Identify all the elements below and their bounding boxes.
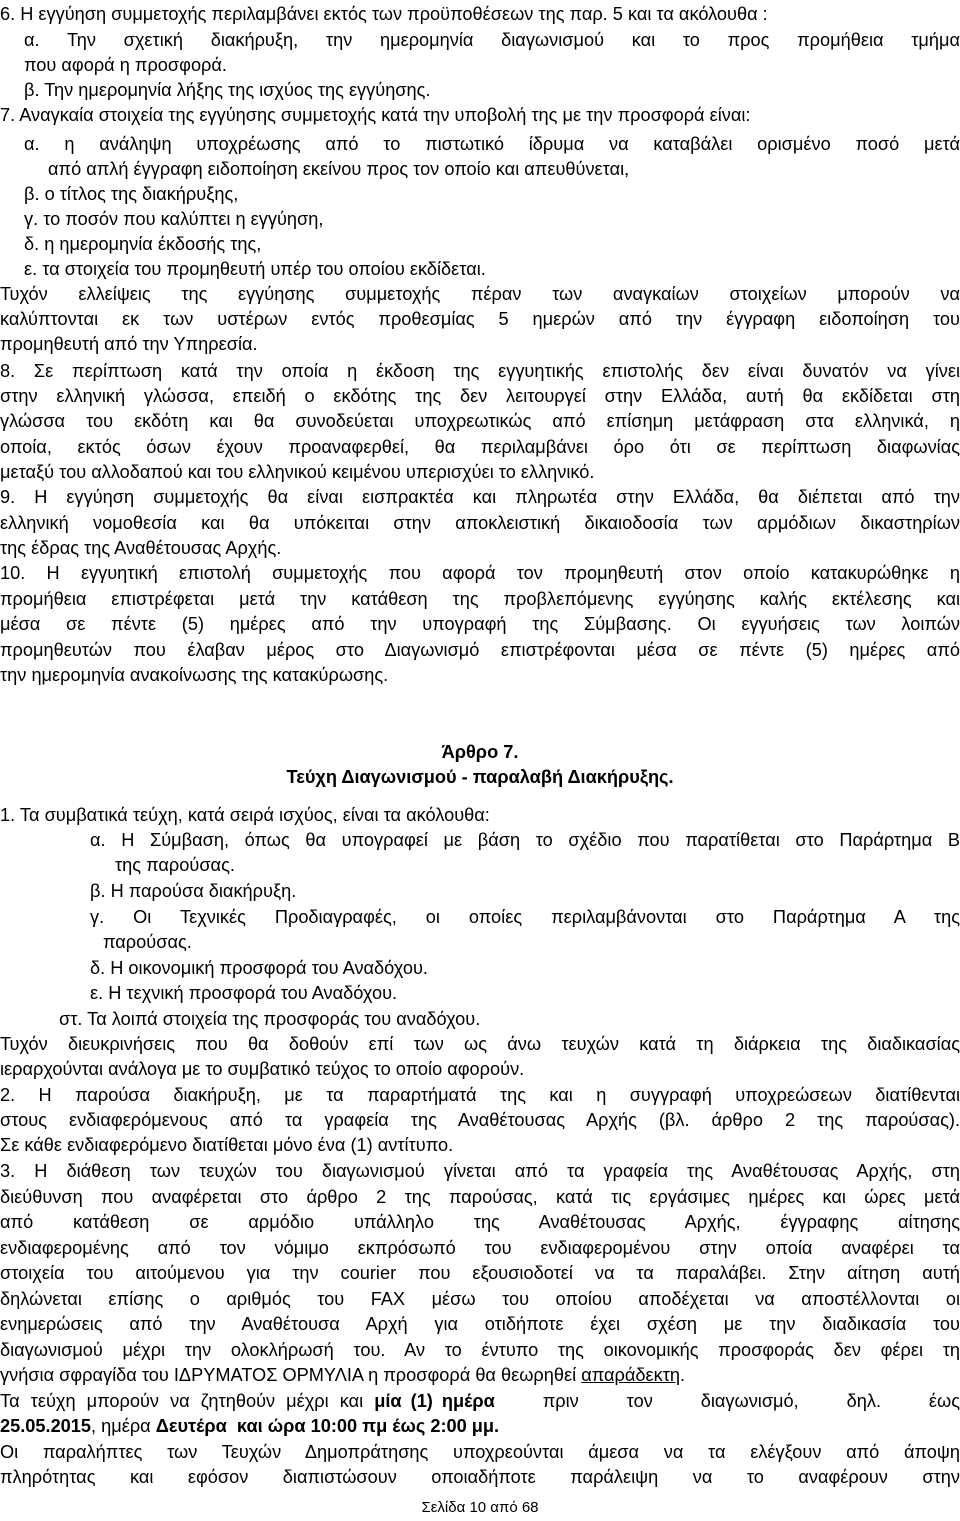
s3-line-5: στοιχεία του αιτούμενου για την courier που εξουσιοδοτεί να τα παραλάβει. Στην αίτηση αυτή [0,1263,960,1283]
s1-text-line-1: Τυχόν διευκρινήσεις που θα δοθούν επί των ως άνω τευχών κατά τη διάρκεια της διαδικασίας [0,1034,960,1054]
s1-item-a-line-1: α. Η Σύμβαση, όπως θα υπογραφεί με βάση το σχέδιο που παρατίθεται στο Παράρτημα Β [90,830,960,850]
p6-item-a-line-1: α. Την σχετική διακήρυξη, την ημερομηνία διαγωνισμού και το προς προμήθεια τμήμα [24,30,960,50]
p7-text-line-2: καλύπτονται εκ των υστέρων εντός προθεσμίας 5 ημερών από την έγγραφη ειδοποίηση του [0,309,960,329]
p8-line-4: οποία, εκτός όσων έχουν προαναφερθεί, θα περιλαμβάνει όρο ότι σε περίπτωση διαφωνίας [0,437,960,457]
s3-line-12: Οι παραλήπτες των Τευχών Δημοπράτησης υποχρεούνται άμεσα να τα ελέγξουν από άποψη [0,1442,960,1462]
s1-item-g-line-2: παρούσας. [103,932,192,952]
s2-line-2: στους ενδιαφερόμενους από τα γραφεία της Αναθέτουσας Αρχής (βλ. άρθρο 2 της παρούσας). [0,1110,960,1130]
p9-line-3: της έδρας της Αναθέτουσας Αρχής. [0,538,282,558]
s3-line-4: ενδιαφερομένης από τον νόμιμο εκπρόσωπό του ενδιαφερομένου στην οποία αναφέρει τα [0,1238,960,1258]
p7-item-b: β. ο τίτλος της διακήρυξης, [24,184,239,204]
s1-item-st: στ. Τα λοιπά στοιχεία της προσφοράς του αναδόχου. [59,1009,481,1029]
p8-line-2: στην ελληνική γλώσσα, επειδή ο εκδότης της δεν λειτουργεί στην Ελλάδα, αυτή θα εκδίδεται στη [0,386,960,406]
p7-item-a-line-1: α. η ανάληψη υποχρέωσης από το πιστωτικό ίδρυμα να καταβάλει ορισμένο ποσό μετά [24,134,960,154]
p9-line-2: ελληνική νομοθεσία και θα υπόκειται στην αποκλειστική δικαιοδοσία των αρμόδιων δικαστηρίων [0,513,960,533]
s2-line-1: 2. Η παρούσα διακήρυξη, με τα παραρτήματά της και η συγγραφή υποχρεώσεων διατίθενται [0,1085,960,1105]
article-title: Τεύχη Διαγωνισμού - παραλαβή Διακήρυξης. [286,767,674,787]
s1-heading: 1. Τα συμβατικά τεύχη, κατά σειρά ισχύος, είναι τα ακόλουθα: [0,805,490,825]
p8-line-3: γλώσσα του εκδότη και θα συνοδεύεται υποχρεωτικώς από επίσημη μετάφραση στα ελληνικά, η [0,411,960,431]
p8-line-1: 8. Σε περίπτωση κατά την οποία η έκδοση της εγγυητικής επιστολής δεν είναι δυνατόν να γίνει [0,361,960,381]
p8-line-5: μεταξύ του αλλοδαπού και του ελληνικού κειμένου υπερισχύει το ελληνικό. [0,462,595,482]
article-number: Άρθρο 7. [441,742,519,762]
p6-line-1: 6. Η εγγύηση συμμετοχής περιλαμβάνει εκτός των προϋποθέσεων της παρ. 5 και τα ακόλουθα : [0,4,768,24]
s1-item-b: β. Η παρούσα διακήρυξη. [90,881,297,901]
s1-item-e: ε. Η τεχνική προσφορά του Αναδόχου. [90,983,398,1003]
s1-item-a-line-2: της παρούσας. [115,855,235,875]
p10-line-2: προμήθεια επιστρέφεται μετά την κατάθεση της προβλεπόμενης εγγύησης καλής εκτέλεσης και [0,589,960,609]
p7-item-a-line-2: από απλή έγγραφη ειδοποίηση εκείνου προς τον οποίο και απευθύνεται, [48,159,630,179]
s3-line-9-text: γνήσια σφραγίδα του ΙΔΡΥΜΑΤΟΣ ΟΡΜΥΛΙΑ η προσφορά θα θεωρηθεί [0,1365,582,1385]
s3-line-11-day-label: , ημέρα [91,1416,156,1436]
s3-line-11 [0,1415,499,1438]
p10-line-3: μέσα σε πέντε (5) ημέρες από την υπογραφή της Σύμβασης. Οι εγγυήσεις των λοιπών [0,614,960,634]
s3-deadline-day-hours: Δευτέρα και ώρα 10:00 πμ έως 2:00 μμ. [155,1416,500,1436]
s3-unacceptable-word: απαράδεκτη [581,1365,681,1385]
p10-line-5: την ημερομηνία ανακοίνωσης της κατακύρωσης. [0,665,389,685]
s1-item-g-line-1: γ. Οι Τεχνικές Προδιαγραφές, οι οποίες περιλαμβάνονται στο Παράρτημα Α της [90,907,960,927]
s3-line-10 [0,1390,960,1413]
s3-deadline-one-day: μία (1) ημέρα [374,1391,495,1411]
s3-deadline-date: 25.05.2015 [0,1416,92,1436]
s3-line-10-c: πριν τον διαγωνισμό, δηλ. έως [494,1391,960,1411]
s3-line-8: διαγωνισμού μέχρι την ολοκλήρωσή του. Αν το έντυπο της οικονομικής προσφοράς δεν φέρει τη [0,1340,960,1360]
s3-line-7: ενημερώσεις από την Αναθέτουσα Αρχή για οτιδήποτε έχει σχέση με την διαδικασία του [0,1314,960,1334]
s3-line-9-end: . [680,1365,686,1385]
p9-line-1: 9. Η εγγύηση συμμετοχής θα είναι εισπρακτέα και πληρωτέα στην Ελλάδα, θα διέπεται από την [0,487,960,507]
s2-line-3: Σε κάθε ενδιαφερόμενο διατίθεται μόνο ένα (1) αντίτυπο. [0,1135,454,1155]
p7-text-line-1: Τυχόν ελλείψεις της εγγύησης συμμετοχής πέραν των αναγκαίων στοιχείων μπορούν να [0,284,960,304]
s3-line-9 [0,1364,685,1387]
s3-line-2: διεύθυνση που αναφέρεται στο άρθρο 2 της παρούσας, κατά τις εργάσιμες ημέρες και ώρες μετά [0,1187,960,1207]
s1-text-line-2: ιεραρχούνται ανάλογα με το συμβατικό τεύχος το οποίο αφορούν. [0,1059,525,1079]
p7-heading: 7. Αναγκαία στοιχεία της εγγύησης συμμετοχής κατά την υποβολή της με την προσφορά είναι: [0,105,751,125]
p10-line-1: 10. Η εγγυητική επιστολή συμμετοχής που αφορά τον προμηθευτή στον οποίο κατακυρώθηκε η [0,563,960,583]
s3-line-13: πληρότητας και εφόσον διαπιστώσουν οποιαδήποτε παράλειψη να το αναφέρουν στην [0,1467,960,1487]
s3-line-3: από κατάθεση σε αρμόδιο υπάλληλο της Αναθέτουσας Αρχής, έγγραφης αίτησης [0,1212,960,1232]
page-number: Σελίδα 10 από 68 [421,1499,539,1516]
p10-line-4: προμηθευτών που έλαβαν μέρος στο Διαγωνισμό επιστρέφονται μέσα σε πέντε (5) ημέρες από [0,640,960,660]
p6-item-b: β. Την ημερομηνία λήξης της ισχύος της εγγύησης. [24,80,431,100]
p7-item-d: δ. η ημερομηνία έκδοσής της, [24,234,262,254]
p6-item-a-line-2: που αφορά η προσφορά. [24,55,227,75]
s3-line-1: 3. Η διάθεση των τευχών του διαγωνισμού γίνεται από τα γραφεία της Αναθέτουσας Αρχής, στη [0,1161,960,1181]
s3-line-10-a: Τα τεύχη μπορούν να ζητηθούν μέχρι και [0,1391,375,1411]
p7-item-g: γ. το ποσόν που καλύπτει η εγγύηση, [24,209,324,229]
p7-text-line-3: προμηθευτή από την Υπηρεσία. [0,334,258,354]
s1-item-d: δ. Η οικονομική προσφορά του Αναδόχου. [90,958,428,978]
p7-item-e: ε. τα στοιχεία του προμηθευτή υπέρ του οποίου εκδίδεται. [24,259,486,279]
s3-line-6: δηλώνεται επίσης ο αριθμός του FAX μέσω του οποίου αποδέχεται να αποστέλλονται οι [0,1289,960,1309]
